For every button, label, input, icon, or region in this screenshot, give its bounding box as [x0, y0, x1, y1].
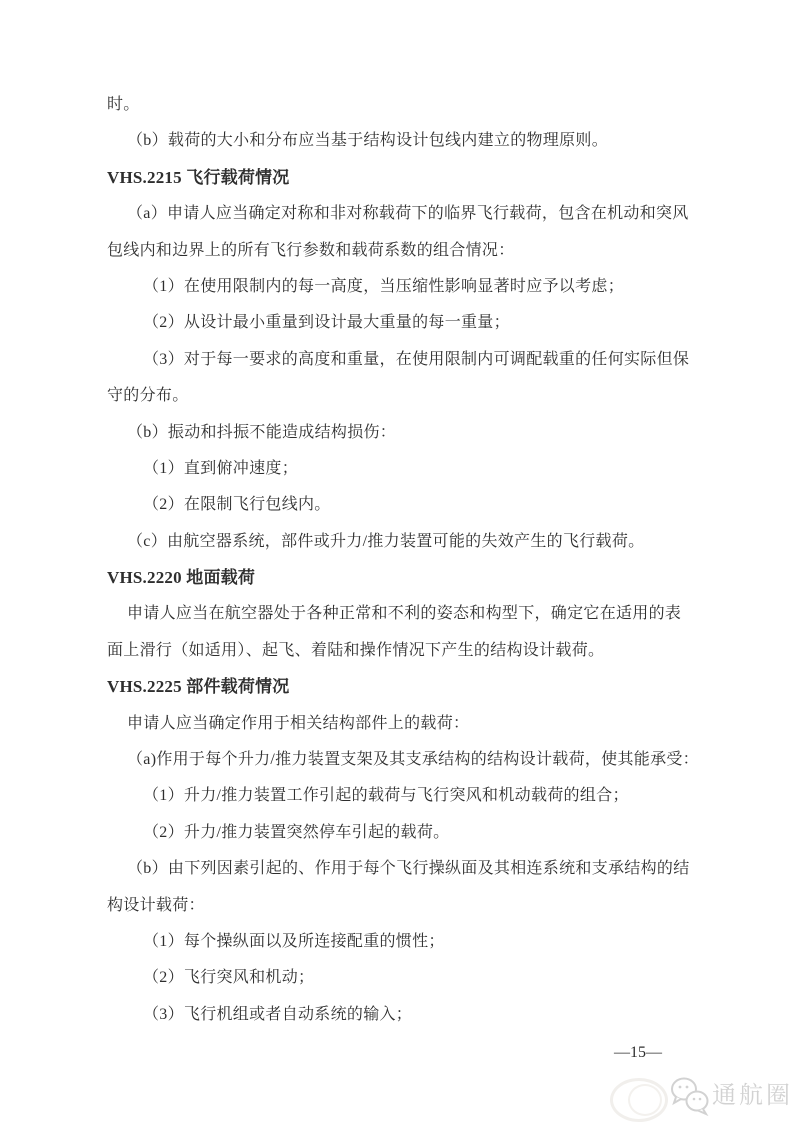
- watermark-label: 通航圈: [712, 1083, 793, 1109]
- text-line: （2）从设计最小重量到设计最大重量的每一重量；: [143, 314, 510, 332]
- text-line: （2）升力/推力装置突然停车引起的载荷。: [143, 823, 450, 841]
- text-line: （b）由下列因素引起的、作用于每个飞行操纵面及其相连系统和支承结构的结: [127, 860, 690, 878]
- text-line: 包线内和边界上的所有飞行参数和载荷系数的组合情况：: [107, 241, 515, 259]
- text-line: （a)作用于每个升力/推力装置支架及其支承结构的结构设计载荷，使其能承受：: [127, 751, 699, 769]
- text-line: 面上滑行（如适用）、起飞、着陆和操作情况下产生的结构设计载荷。: [107, 641, 605, 659]
- text-line: 构设计载荷：: [107, 896, 205, 914]
- text-line: （3）对于每一要求的高度和重量，在使用限制内可调配载重的任何实际但保: [143, 350, 690, 368]
- text-line: （1）升力/推力装置工作引起的载荷与飞行突风和机动载荷的组合；: [143, 787, 629, 805]
- text-line: （2）飞行突风和机动；: [143, 969, 315, 987]
- text-line: （c）由航空器系统，部件或升力/推力装置可能的失效产生的飞行载荷。: [127, 532, 645, 550]
- text-line: （3）飞行机组或者自动系统的输入；: [143, 1005, 413, 1023]
- text-line: 申请人应当确定作用于相关结构部件上的载荷：: [127, 714, 470, 732]
- document-body: [107, 87, 699, 1033]
- section-heading: VHS.2220 地面载荷: [107, 568, 256, 588]
- section-heading: VHS.2225 部件载荷情况: [107, 677, 290, 697]
- page-number: —15—: [614, 1044, 662, 1061]
- text-line: （b）载荷的大小和分布应当基于结构设计包线内建立的物理原则。: [127, 132, 609, 150]
- text-line: （2）在限制飞行包线内。: [143, 496, 331, 514]
- text-line: （1）在使用限制内的每一高度，当压缩性影响显著时应予以考虑；: [143, 277, 625, 295]
- text-line: 申请人应当在航空器处于各种正常和不利的姿态和构型下，确定它在适用的表: [127, 605, 682, 623]
- text-line: （b）振动和抖振不能造成结构损伤：: [127, 423, 397, 441]
- text-line: （1）直到俯冲速度；: [143, 459, 299, 477]
- section-heading: VHS.2215 飞行载荷情况: [107, 167, 290, 187]
- text-line: 时。: [107, 96, 140, 113]
- watermark-ring-inner-icon: [628, 1084, 662, 1116]
- text-line: （1）每个操纵面以及所连接配重的惯性；: [143, 932, 445, 950]
- text-line: 守的分布。: [107, 387, 189, 405]
- watermark: [600, 1072, 795, 1122]
- text-line: （a）申请人应当确定对称和非对称载荷下的临界飞行载荷，包含在机动和突风: [127, 205, 689, 223]
- wechat-bubbles-icon: [670, 1076, 712, 1118]
